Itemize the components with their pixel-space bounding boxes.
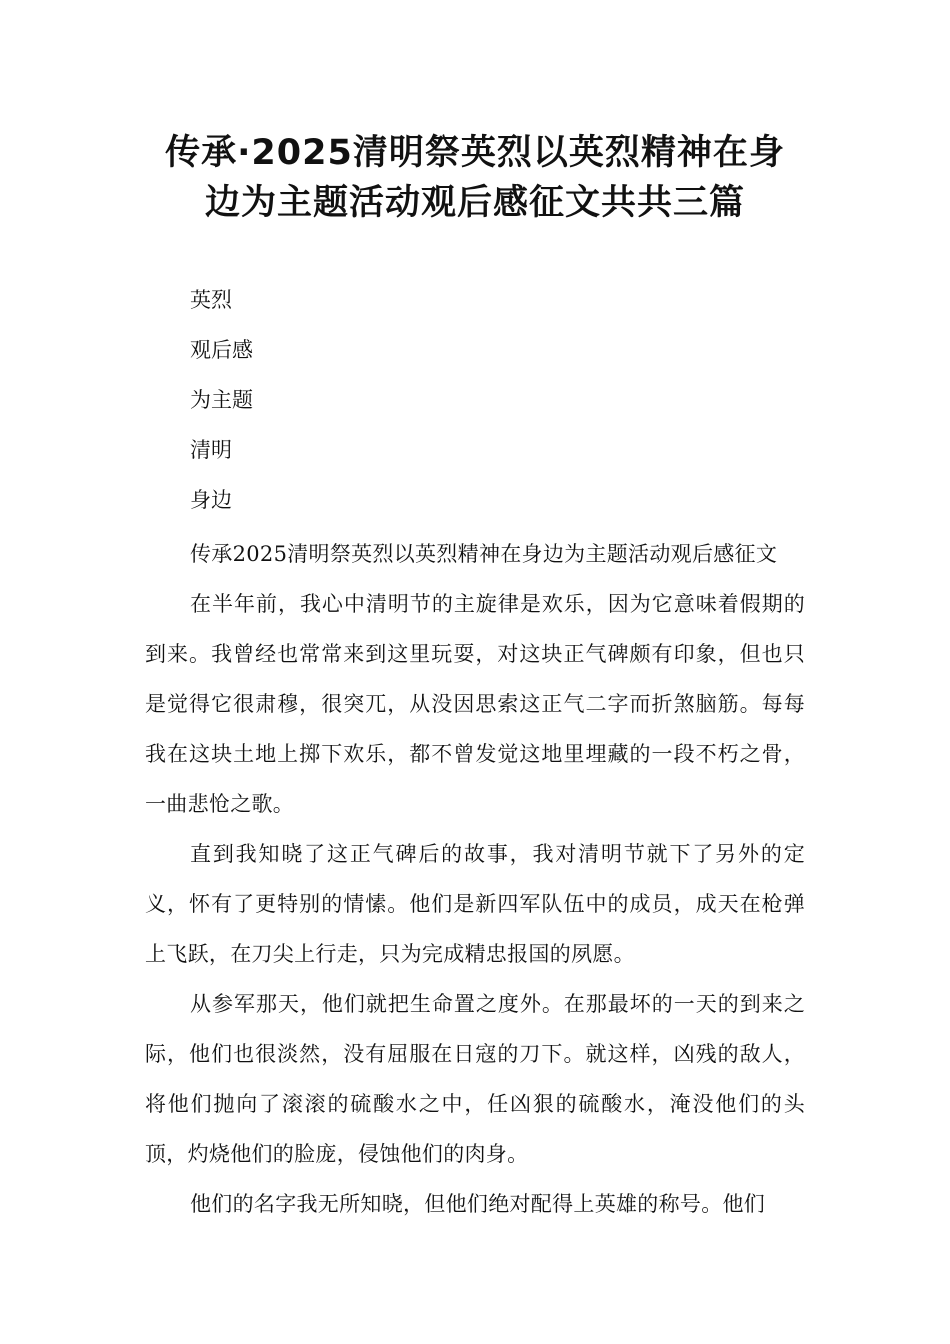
title-line-2: 边为主题活动观后感征文共共三篇 — [204, 183, 745, 223]
keyword-list — [190, 280, 253, 530]
keyword-item: 身边 — [190, 488, 232, 512]
subtitle-paragraph: 传承2025清明祭英烈以英烈精神在身边为主题活动观后感征文 — [190, 542, 778, 566]
keyword-item: 英烈 — [190, 288, 232, 312]
document-body — [145, 529, 805, 1229]
title-line-1: 传承·2025清明祭英烈以英烈精神在身 — [165, 133, 785, 173]
body-paragraph: 他们的名字我无所知晓，但他们绝对配得上英雄的称号。他们 — [190, 1192, 766, 1216]
body-paragraph: 在半年前，我心中清明节的主旋律是欢乐，因为它意味着假期的到来。我曾经也常常来到这里玩耍，对这块正气碑颇有印象，但也只是觉得它很肃穆，很突兀，从没因思索这正气二字而折煞脑筋。每每我在这块土地上掷下欢乐，都不曾发觉这地里埋藏的一段不朽之骨，一曲悲怆之歌。 — [145, 592, 805, 816]
body-paragraph: 从参军那天，他们就把生命置之度外。在那最坏的一天的到来之际，他们也很淡然，没有屈服在日寇的刀下。就这样，凶残的敌人，将他们抛向了滚滚的硫酸水之中，任凶狠的硫酸水，淹没他们的头顶，灼烧他们的脸庞，侵蚀他们的肉身。 — [145, 992, 805, 1166]
keyword-item: 为主题 — [190, 388, 253, 412]
body-paragraph: 直到我知晓了这正气碑后的故事，我对清明节就下了另外的定义，怀有了更特别的情愫。他们是新四军队伍中的成员，成天在枪弹上飞跃，在刀尖上行走，只为完成精忠报国的夙愿。 — [145, 842, 805, 966]
keyword-item: 观后感 — [190, 338, 253, 362]
document-title — [120, 128, 830, 228]
keyword-item: 清明 — [190, 438, 232, 462]
